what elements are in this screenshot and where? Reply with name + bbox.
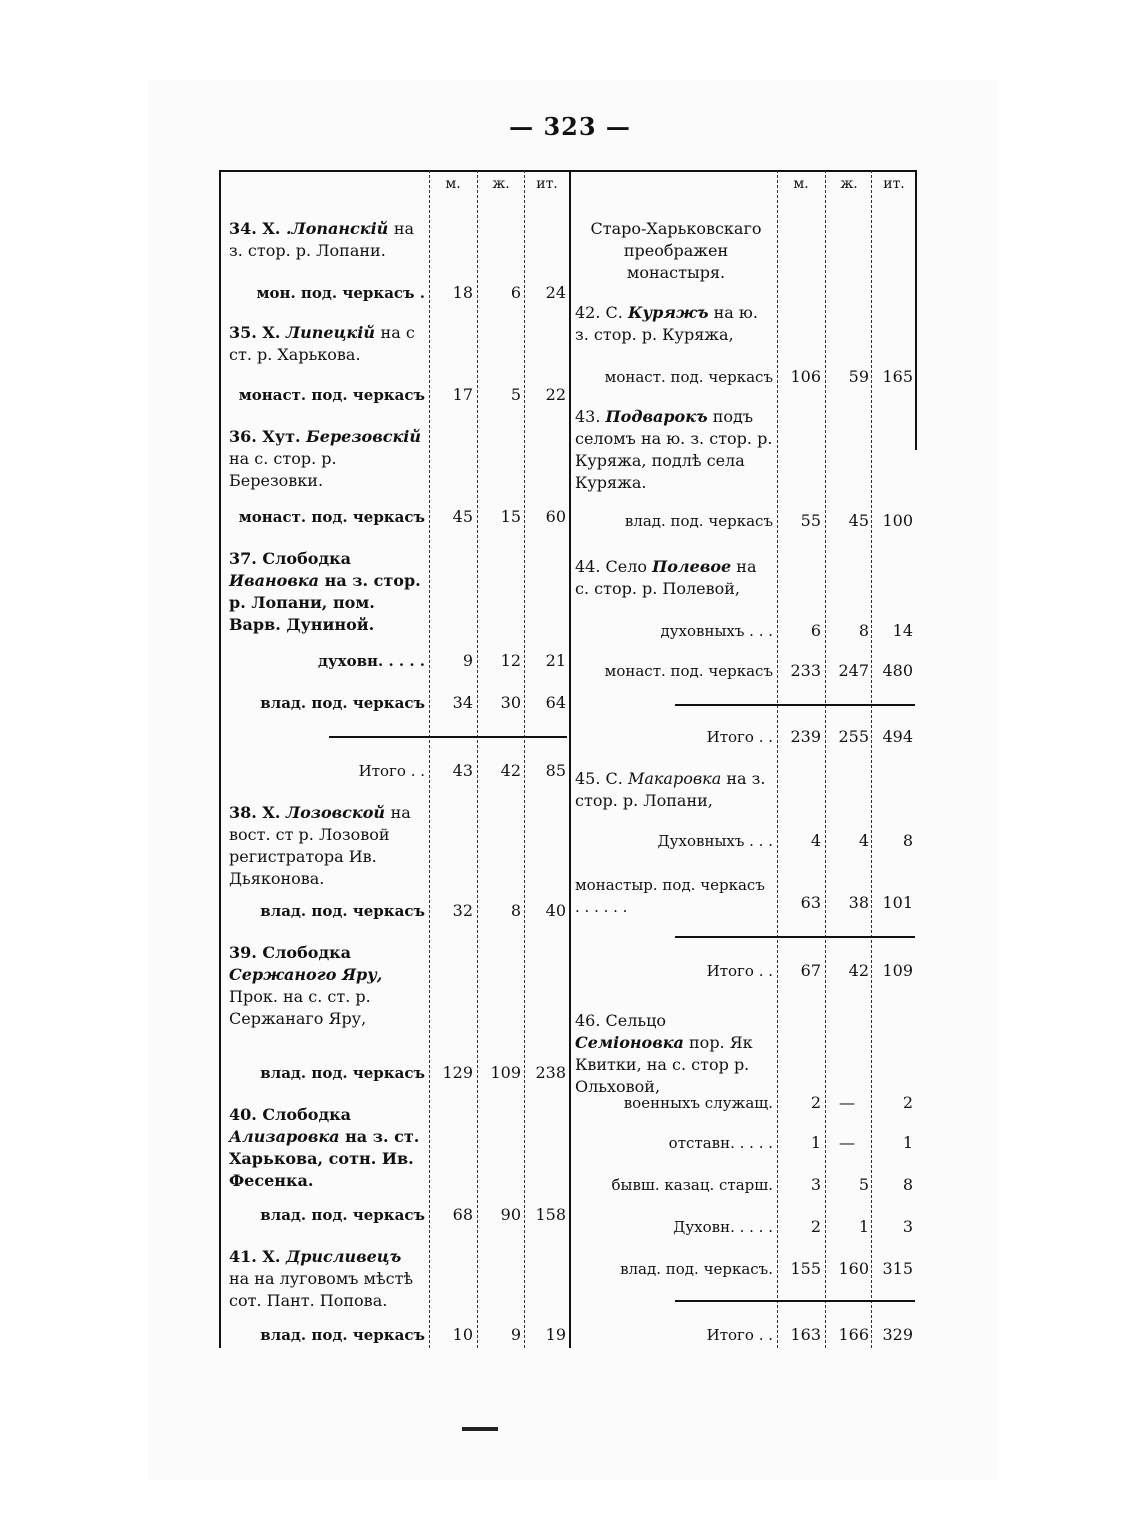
header-it: ит. [536,176,558,192]
total-rule [329,736,567,738]
cell-zh: 15 [500,507,521,526]
entry-title: 43. Подварокъ подъ селомъ на ю. з. стор. р. Куряжа, подлѣ села Куряжа. [575,407,773,492]
cell-m: 17 [452,385,473,404]
row-label: монаст. под. черкасъ [238,508,425,526]
cell-it: 1 [902,1133,913,1152]
row-label: монаст. под. черкасъ [604,368,773,386]
cell-zh: 45 [848,511,869,530]
entry-title: 35. Х. Липецкій на с ст. р. Харькова. [229,323,415,364]
row-label: Духовн. . . . . [673,1218,773,1236]
cell-m: 9 [462,651,473,670]
header-m: м. [445,176,461,192]
row-label: отставн. . . . . [668,1134,773,1152]
cell-zh: 109 [490,1063,521,1082]
cell-zh: 90 [500,1205,521,1224]
cell-zh: 12 [500,651,521,670]
cell-m: 68 [452,1205,473,1224]
cell-it: 315 [882,1259,913,1278]
cell-zh: 9 [510,1325,521,1344]
entry-title: 36. Хут. Березовскій на с. стор. р. Березовки. [229,427,422,490]
row-label: монастыр. под. черкасъ . . . . . . [575,876,765,916]
cell-m: 129 [442,1063,473,1082]
col-rule [429,170,430,1348]
header-zh: ж. [492,176,510,192]
cell-zh: 38 [848,893,869,912]
cell-zh: — [839,1093,855,1112]
cell-zh: 1 [858,1217,869,1236]
cell-zh: 5 [858,1175,869,1194]
header-it: ит. [883,176,905,192]
total-rule [675,936,915,938]
cell-it: 14 [892,621,913,640]
total-m: 43 [452,761,473,780]
total-m: 163 [790,1325,821,1344]
cell-zh: 30 [500,693,521,712]
row-label: влад. под. черкасъ [260,1064,425,1082]
total-label: Итого . . [706,728,773,746]
cell-m: 2 [810,1093,821,1112]
row-label: Духовныхъ . . . [657,832,773,850]
row-label: влад. под. черкасъ [260,1326,425,1344]
entry-title: 45. С. Макаровка на з. стор. р. Лопани, [575,769,766,810]
row-label: влад. под. черкасъ [260,694,425,712]
entry-title: 34. Х. .Лопанскій на з. стор. р. Лопани. [229,219,415,260]
cell-it: 64 [545,693,566,712]
cell-it: 3 [902,1217,913,1236]
cell-m: 10 [452,1325,473,1344]
cell-it: 40 [545,901,566,920]
cell-it: 19 [545,1325,566,1344]
cell-it: 24 [545,283,566,302]
col-rule [777,170,778,1348]
cell-zh: — [839,1133,855,1152]
page-number: — 323 — [509,112,631,141]
total-label: Итого . . [358,762,425,780]
left-border [219,170,221,1348]
cell-it: 2 [902,1093,913,1112]
row-label: монаст. под. черкасъ [604,662,773,680]
total-rule [675,1300,915,1302]
continuation-text: Старо-Харьковскаго преображен монастыря. [590,219,762,282]
total-zh: 42 [848,961,869,980]
cell-it: 60 [545,507,566,526]
cell-zh: 8 [858,621,869,640]
cell-m: 155 [790,1259,821,1278]
cell-it: 8 [902,831,913,850]
row-label: монаст. под. черкасъ [238,386,425,404]
row-label: влад. под. черкасъ [260,902,425,920]
cell-zh: 247 [838,661,869,680]
total-it: 329 [882,1325,913,1344]
total-m: 239 [790,727,821,746]
center-divider [569,170,571,1348]
cell-it: 238 [535,1063,566,1082]
cell-m: 106 [790,367,821,386]
entry-title: 40. Слободка Ализаровка на з. ст. Харькова, сотн. Ив. Фесенка. [229,1105,420,1190]
total-zh: 166 [838,1325,869,1344]
cell-m: 34 [452,693,473,712]
cell-it: 8 [902,1175,913,1194]
row-label: военныхъ служащ. [623,1094,773,1112]
header-zh: ж. [840,176,858,192]
cell-m: 55 [800,511,821,530]
row-label: духовныхъ . . . [660,622,773,640]
cell-it: 21 [545,651,566,670]
col-rule [825,170,826,1348]
cell-it: 165 [882,367,913,386]
cell-m: 63 [800,893,821,912]
total-m: 67 [800,961,821,980]
total-it: 85 [545,761,566,780]
entry-title: 38. Х. Лозовской на вост. ст р. Лозовой регистратора Ив. Дьяконова. [229,803,411,888]
right-border [915,170,917,450]
cell-it: 100 [882,511,913,530]
total-zh: 42 [500,761,521,780]
total-it: 494 [882,727,913,746]
cell-m: 233 [790,661,821,680]
table-top-rule [219,170,915,172]
cell-m: 32 [452,901,473,920]
cell-m: 2 [810,1217,821,1236]
cell-zh: 59 [848,367,869,386]
entry-title: 39. Слободка Сержаного Яру, Прок. на с. ст. р. Сержанаго Яру, [229,943,383,1028]
cell-zh: 160 [838,1259,869,1278]
entry-title: 41. Х. Дрисливецъ на на луговомъ мѣстѣ сот. Пант. Попова. [229,1247,414,1310]
row-label: влад. под. черкасъ. [620,1260,773,1278]
cell-zh: 4 [858,831,869,850]
cell-m: 3 [810,1175,821,1194]
entry-title: 44. Село Полевое на с. стор. р. Полевой, [575,557,757,598]
printer-mark [462,1427,498,1431]
col-rule [477,170,478,1348]
cell-it: 480 [882,661,913,680]
entry-title: 46. Сельцо Семіоновка пор. Як Квитки, на с. стор р. Ольховой, [575,1011,753,1096]
row-label: духовн. . . . . [318,652,425,670]
cell-m: 18 [452,283,473,302]
cell-it: 101 [882,893,913,912]
cell-zh: 5 [510,385,521,404]
row-label: влад. под. черкасъ [260,1206,425,1224]
col-rule [871,170,872,1348]
entry-title: 37. Слободка Ивановка на з. стор. р. Лопани, пом. Варв. Дуниной. [229,549,421,634]
cell-m: 4 [810,831,821,850]
row-label: влад. под. черкасъ [624,512,773,530]
census-table [219,170,915,1348]
col-rule [524,170,525,1348]
total-rule [675,704,915,706]
cell-m: 1 [810,1133,821,1152]
cell-it: 22 [545,385,566,404]
cell-m: 45 [452,507,473,526]
header-m: м. [793,176,809,192]
row-label: бывш. казац. старш. [611,1176,773,1194]
cell-m: 6 [810,621,821,640]
entry-title: 42. С. Куряжъ на ю. з. стор. р. Куряжа, [575,303,758,344]
row-label: мон. под. черкасъ . [256,284,425,302]
total-label: Итого . . [706,1326,773,1344]
cell-zh: 6 [510,283,521,302]
total-it: 109 [882,961,913,980]
cell-zh: 8 [510,901,521,920]
total-zh: 255 [838,727,869,746]
cell-it: 158 [535,1205,566,1224]
total-label: Итого . . [706,962,773,980]
